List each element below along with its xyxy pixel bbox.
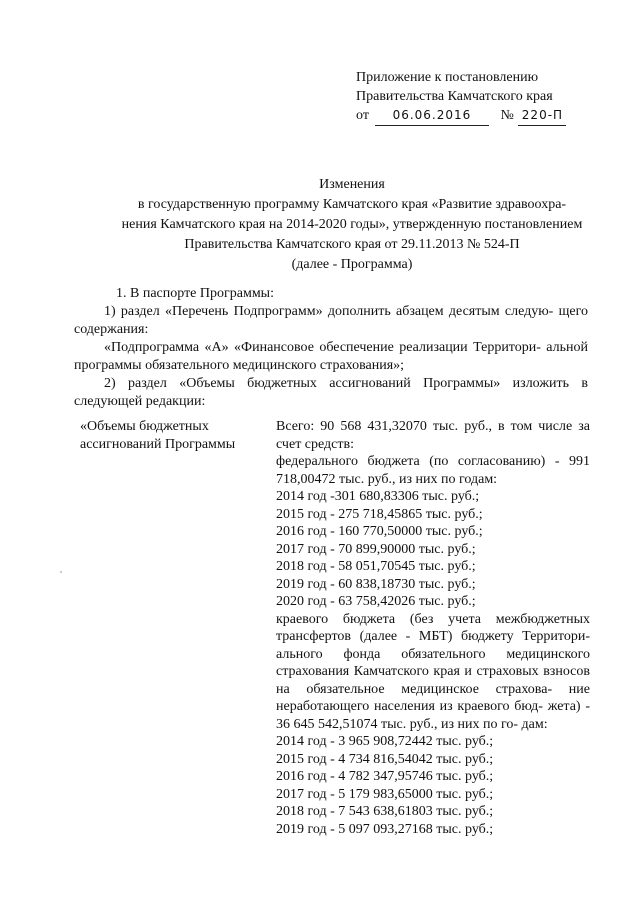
scan-speck — [60, 571, 62, 573]
federal-year-2019: 2019 год - 60 838,18730 тыс. руб.; — [276, 576, 476, 592]
regional-year-2016: 2016 год - 4 782 347,95746 тыс. руб.; — [276, 769, 494, 784]
total-text: Всего: 90 568 431,32070 тыс. руб., в том числе за счет средств: — [276, 419, 590, 452]
annex-date-line — [356, 106, 566, 126]
annex-date: 06.06.2016 — [375, 106, 489, 126]
federal-year-2020: 2020 год - 63 758,42026 тыс. руб.; — [276, 594, 476, 609]
table-left-cell: «Объемы бюджетных ассигнований Программы — [80, 419, 236, 452]
title-line-3: Правительства Камчатского края от 29.11.2013 № 524-П — [184, 237, 520, 252]
federal-text: федерального бюджета (по согласованию) - 991 718,00472 тыс. руб., из них по годам: — [276, 454, 590, 487]
regional-year-2018: 2018 год - 7 543 638,61803 тыс. руб.; — [276, 804, 494, 819]
annex-number-label: № — [500, 108, 514, 123]
annex-number: 220-П — [518, 106, 566, 126]
item-1-1-text: «Подпрограмма «А» «Финансовое обеспечение реализации Территори- альной программы обязательного медицинского страхования»; — [74, 340, 588, 373]
federal-year-2015: 2015 год - 275 718,45865 тыс. руб.; — [276, 506, 483, 522]
annex-header — [356, 68, 566, 126]
title-line-1: в государственную программу Камчатского края «Развитие здравоохра- — [137, 197, 567, 212]
title-heading: Изменения — [319, 177, 385, 192]
federal-year-2014: 2014 год -301 680,83306 тыс. руб.; — [276, 489, 480, 504]
regional-year-2019: 2019 год - 5 097 093,27168 тыс. руб.; — [276, 821, 494, 837]
regional-text: краевого бюджета (без учета межбюджетных трансфертов (далее - МБТ) бюджету Территори- ального фонда обязательного медицинского страхования Камчатского края и страховых взносов на обязательное медицинское страхова- ние неработающего населения из краевого бюд- жета) - 36 645 542,51074 тыс. руб., из них по го- дам: — [276, 611, 590, 732]
document-title — [0, 175, 640, 275]
federal-year-2018: 2018 год - 58 051,70545 тыс. руб.; — [276, 559, 476, 574]
annex-from-label: от — [356, 108, 369, 123]
item-1-2: 2) раздел «Объемы бюджетных ассигнований Программы» изложить в следующей редакции: — [74, 376, 588, 409]
regional-year-2015: 2015 год - 4 734 816,54042 тыс. руб.; — [276, 751, 494, 767]
item-1: 1. В паспорте Программы: — [116, 286, 274, 301]
annex-line-1: Приложение к постановлению — [356, 70, 539, 85]
title-line-2: нения Камчатского края на 2014-2020 годы», утвержденную постановлением — [121, 217, 583, 232]
federal-year-2017: 2017 год - 70 899,90000 тыс. руб.; — [276, 541, 476, 557]
title-line-4: (далее - Программа) — [291, 257, 413, 272]
table-right-cell — [276, 418, 590, 838]
regional-year-2014: 2014 год - 3 965 908,72442 тыс. руб.; — [276, 734, 494, 749]
item-1-1: 1) раздел «Перечень Подпрограмм» дополнить абзацем десятым следую- щего содержания: — [74, 304, 588, 337]
federal-year-2016: 2016 год - 160 770,50000 тыс. руб.; — [276, 524, 483, 539]
annex-line-2: Правительства Камчатского края — [356, 89, 553, 104]
regional-year-2017: 2017 год - 5 179 983,65000 тыс. руб.; — [276, 786, 494, 802]
